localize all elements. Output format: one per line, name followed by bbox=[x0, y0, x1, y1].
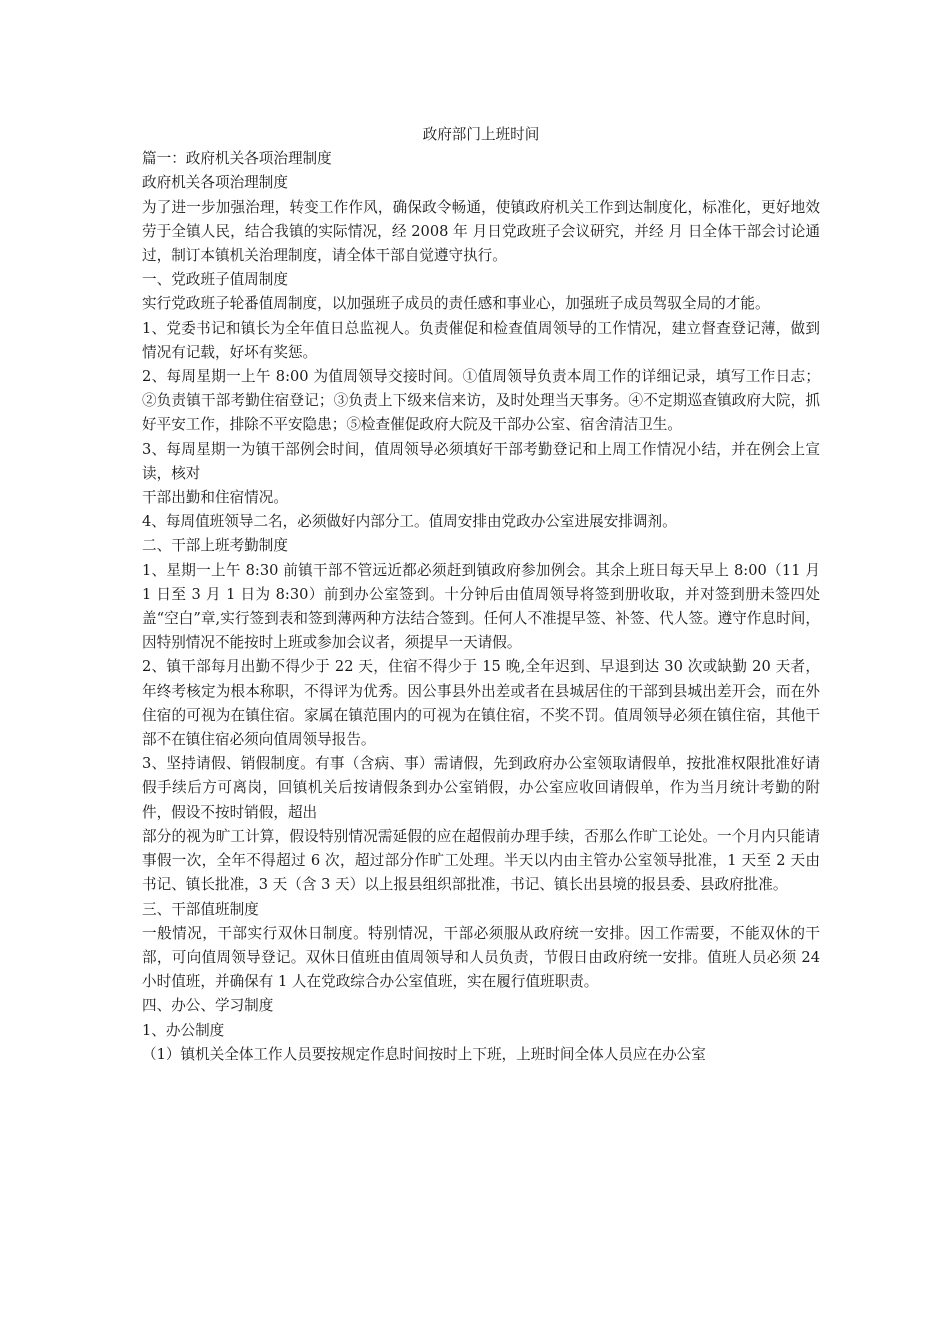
paragraph: 部分的视为旷工计算，假设特别情况需延假的应在超假前办理手续，否那么作旷工论处。一个月内只能请事假一次，全年不得超过 6 次，超过部分作旷工处理。半天以内由主管办公室领导批准，1 天至 2 天由书记、镇长批准，3 天（含 3 天）以上报县组织部批准，书记、镇长出县境的报县委、县政府批准。 bbox=[142, 827, 820, 894]
section-heading: 四、办公、学习制度 bbox=[142, 997, 274, 1015]
paragraph: 2、每周星期一上午 8:00 为值周领导交接时间。①值周领导负责本周工作的详细记录，填写工作日志；②负责镇干部考勤住宿登记；③负责上下级来信来访，及时处理当天事务。④不定期巡查镇政府大院，抓好平安工作，排除不平安隐患；⑤检查催促政府大院及干部办公室、宿舍清洁卫生。 bbox=[142, 368, 820, 434]
paragraph: 为了进一步加强治理，转变工作作风，确保政令畅通，使镇政府机关工作到达制度化，标准化，更好地效劳于全镇人民，结合我镇的实际情况，经 2008 年 月日党政班子会议研究，并经 月 日全体干部会讨论通过，制订本镇机关治理制度，请全体干部自觉遵守执行。 bbox=[142, 198, 820, 265]
paragraph: 实行党政班子轮番值周制度，以加强班子成员的责任感和事业心，加强班子成员驾驭全局的才能。 bbox=[142, 295, 770, 313]
section-heading: 二、干部上班考勤制度 bbox=[142, 537, 288, 555]
paragraph: 一般情况，干部实行双休日制度。特别情况，干部必须服从政府统一安排。因工作需要，不能双休的干部，可向值周领导登记。双休日值班由值周领导和人员负责，节假日由政府统一安排。值班人员必须 24 小时值班，并确保有 1 人在党政综合办公室值班，实在履行值班职责。 bbox=[142, 924, 820, 991]
paragraph: 干部出勤和住宿情况。 bbox=[142, 489, 288, 507]
section-heading: 一、党政班子值周制度 bbox=[142, 271, 288, 289]
paragraph: 篇一：政府机关各项治理制度 bbox=[142, 150, 332, 168]
paragraph: （1）镇机关全体工作人员要按规定作息时间按时上下班，上班时间全体人员应在办公室 bbox=[142, 1045, 706, 1063]
paragraph: 3、每周星期一为镇干部例会时间，值周领导必须填好干部考勤登记和上周工作情况小结，并在例会上宣读，核对 bbox=[142, 440, 820, 482]
paragraph: 1、党委书记和镇长为全年值日总监视人。负责催促和检查值周领导的工作情况，建立督查登记薄，做到情况有记载，好坏有奖惩。 bbox=[142, 319, 820, 361]
paragraph: 政府机关各项治理制度 bbox=[142, 174, 288, 192]
document-body bbox=[142, 123, 820, 1067]
section-heading: 三、干部值班制度 bbox=[142, 900, 259, 918]
paragraph: 4、每周值班领导二名，必须做好内部分工。值周安排由党政办公室进展安排调剂。 bbox=[142, 513, 677, 531]
document-title: 政府部门上班时间 bbox=[422, 126, 540, 143]
paragraph: 2、镇干部每月出勤不得少于 22 天，住宿不得少于 15 晚,全年迟到、早退到达 30 次或缺勤 20 天者，年终考核定为根本称职，不得评为优秀。因公事县外出差或者在县城居住的干部到县城出差开会，而在外住宿的可视为在镇住宿。家属在镇范围内的可视为在镇住宿，不奖不罚。值周领导必须在镇住宿，其他干部不在镇住宿必须向值周领导报告。 bbox=[142, 658, 820, 749]
paragraph: 3、坚持请假、销假制度。有事（含病、事）需请假，先到政府办公室领取请假单，按批准权限批准好请假手续后方可离岗，回镇机关后按请假条到办公室销假，办公室应收回请假单，作为当月统计考勤的附件，假设不按时销假，超出 bbox=[142, 755, 820, 821]
subsection-heading: 1、办公制度 bbox=[142, 1021, 225, 1039]
paragraph: 1、星期一上午 8:30 前镇干部不管远近都必须赶到镇政府参加例会。其余上班日每天早上 8:00（11 月 1 日至 3 月 1 日为 8:30）前到办公室签到。十分钟后由值周领导将签到册收取，并对签到册未签四处盖“空白”章,实行签到表和签到薄两种方法结合签到。任何人不准提早签、补签、代人签。遵守作息时间，因特别情况不能按时上班或参加会议者，须提早一天请假。 bbox=[142, 561, 820, 652]
